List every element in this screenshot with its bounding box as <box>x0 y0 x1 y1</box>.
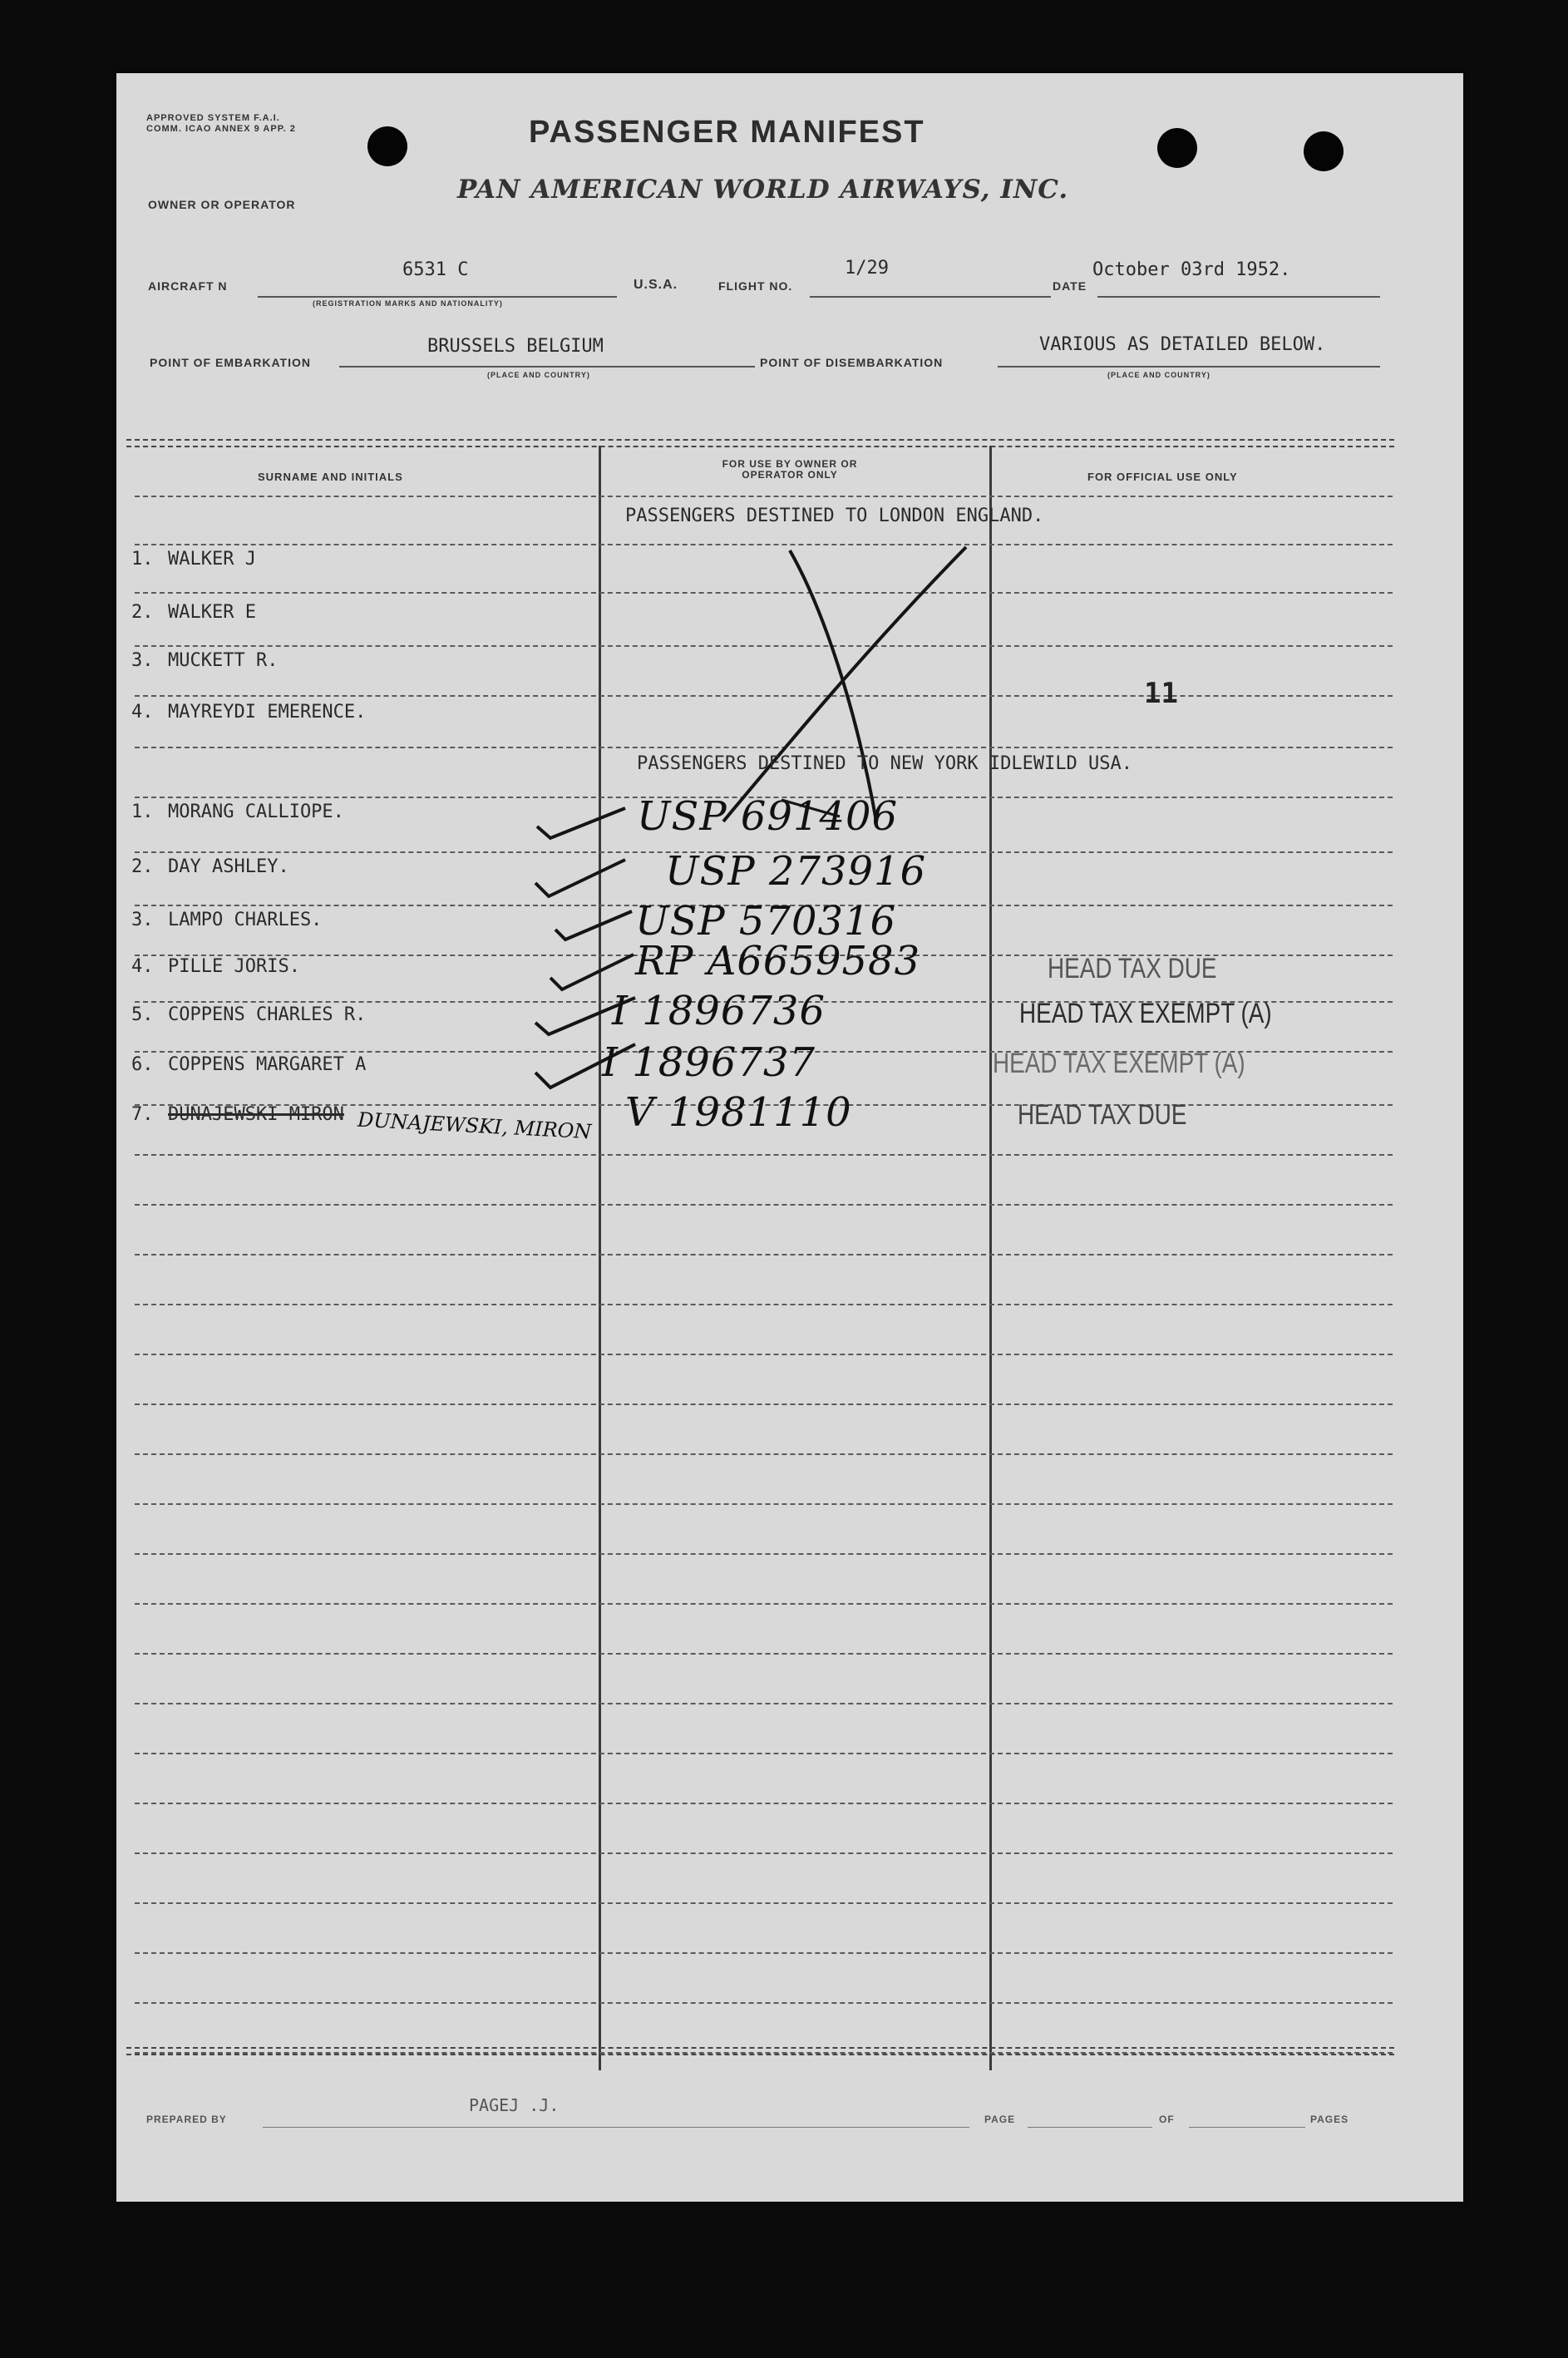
punch-hole-right-1 <box>1157 128 1197 168</box>
handwritten-cross-mark <box>698 517 973 825</box>
aircraft-caption: (REGISTRATION MARKS AND NATIONALITY) <box>313 299 503 308</box>
date-value: October 03rd 1952. <box>1092 259 1291 280</box>
document-number: USP 691406 <box>637 793 899 840</box>
table-top-rule <box>126 439 1394 447</box>
group-heading-new-york: PASSENGERS DESTINED TO NEW YORK IDLEWILD USA. <box>637 753 1133 774</box>
column-official-use: FOR OFFICIAL USE ONLY <box>1087 471 1238 483</box>
disembark-underline <box>998 366 1380 368</box>
date-label: DATE <box>1053 279 1087 293</box>
name-correction: DUNAJEWSKI, MIRON <box>357 1107 593 1144</box>
flight-label: FLIGHT NO. <box>718 279 793 293</box>
usa-label: U.S.A. <box>634 278 678 292</box>
document-number: USP 273916 <box>665 848 927 895</box>
prepared-by-label: PREPARED BY <box>146 2114 227 2125</box>
page-title: PASSENGER MANIFEST <box>529 115 925 150</box>
aircraft-value: 6531 C <box>402 259 469 280</box>
column-divider-1 <box>599 446 601 2070</box>
operator-name: PAN AMERICAN WORLD AIRWAYS, INC. <box>457 175 1069 205</box>
document-number: V 1981110 <box>625 1089 852 1136</box>
passenger-row: 4. MAYREYDI EMERENCE. <box>131 702 367 723</box>
column-owner-use: FOR USE BY OWNER OR OPERATOR ONLY <box>722 458 858 481</box>
head-tax-stamp: HEAD TAX DUE <box>1048 953 1217 984</box>
of-underline <box>1189 2127 1305 2128</box>
document-number: I 1896736 <box>612 988 826 1034</box>
passenger-row: 6. COPPENS MARGARET A <box>131 1054 367 1075</box>
passenger-row: 5. COPPENS CHARLES R. <box>131 1004 367 1025</box>
passenger-row: 3. LAMPO CHARLES. <box>131 910 323 930</box>
passenger-row: 3. MUCKETT R. <box>131 650 279 671</box>
passenger-row: 1. WALKER J <box>131 549 256 570</box>
page-underline <box>1028 2127 1152 2128</box>
date-underline <box>1097 296 1380 298</box>
aircraft-underline <box>258 296 617 298</box>
passenger-row: 2. DAY ASHLEY. <box>131 856 289 877</box>
prepared-by-underline <box>263 2127 969 2128</box>
passenger-row: 7. DUNAJEWSKI MIRON <box>131 1104 344 1125</box>
embark-caption: (PLACE AND COUNTRY) <box>487 371 590 379</box>
passenger-row: 1. MORANG CALLIOPE. <box>131 802 344 822</box>
pages-label: PAGES <box>1310 2114 1349 2125</box>
embark-underline <box>339 366 755 368</box>
head-tax-stamp: HEAD TAX EXEMPT (A) <box>993 1048 1245 1079</box>
flight-underline <box>810 296 1051 298</box>
head-tax-stamp: HEAD TAX EXEMPT (A) <box>1019 998 1272 1029</box>
column-divider-2 <box>989 446 992 2070</box>
punch-hole-left <box>367 126 407 166</box>
disembark-caption: (PLACE AND COUNTRY) <box>1107 371 1211 379</box>
passenger-row: 4. PILLE JORIS. <box>131 956 300 977</box>
prepared-by-value: PAGEJ .J. <box>469 2095 560 2115</box>
aircraft-label: AIRCRAFT N <box>148 279 228 293</box>
document-number: USP 570316 <box>635 898 897 945</box>
manifest-sheet <box>116 73 1463 2202</box>
disembark-value: VARIOUS AS DETAILED BELOW. <box>1039 334 1326 355</box>
head-tax-stamp: HEAD TAX DUE <box>1018 1099 1187 1131</box>
embark-label: POINT OF EMBARKATION <box>150 356 311 369</box>
table-bottom-rule <box>126 2047 1394 2055</box>
group-heading-london: PASSENGERS DESTINED TO LONDON ENGLAND. <box>625 506 1044 526</box>
document-number: I 1896737 <box>602 1039 816 1086</box>
document-number: RP A6659583 <box>635 938 921 984</box>
official-count: 11 <box>1144 677 1178 710</box>
approval-note: APPROVED SYSTEM F.A.I. COMM. ICAO ANNEX 9 APP. 2 <box>146 113 296 134</box>
passenger-row: 2. WALKER E <box>131 602 256 623</box>
column-surname: SURNAME AND INITIALS <box>258 471 403 483</box>
owner-label: OWNER OR OPERATOR <box>148 198 296 211</box>
page-label: PAGE <box>984 2114 1016 2125</box>
punch-hole-right-2 <box>1304 131 1344 171</box>
disembark-label: POINT OF DISEMBARKATION <box>760 356 944 369</box>
of-label: OF <box>1159 2114 1175 2125</box>
flight-value: 1/29 <box>845 258 889 279</box>
embark-value: BRUSSELS BELGIUM <box>427 336 604 357</box>
